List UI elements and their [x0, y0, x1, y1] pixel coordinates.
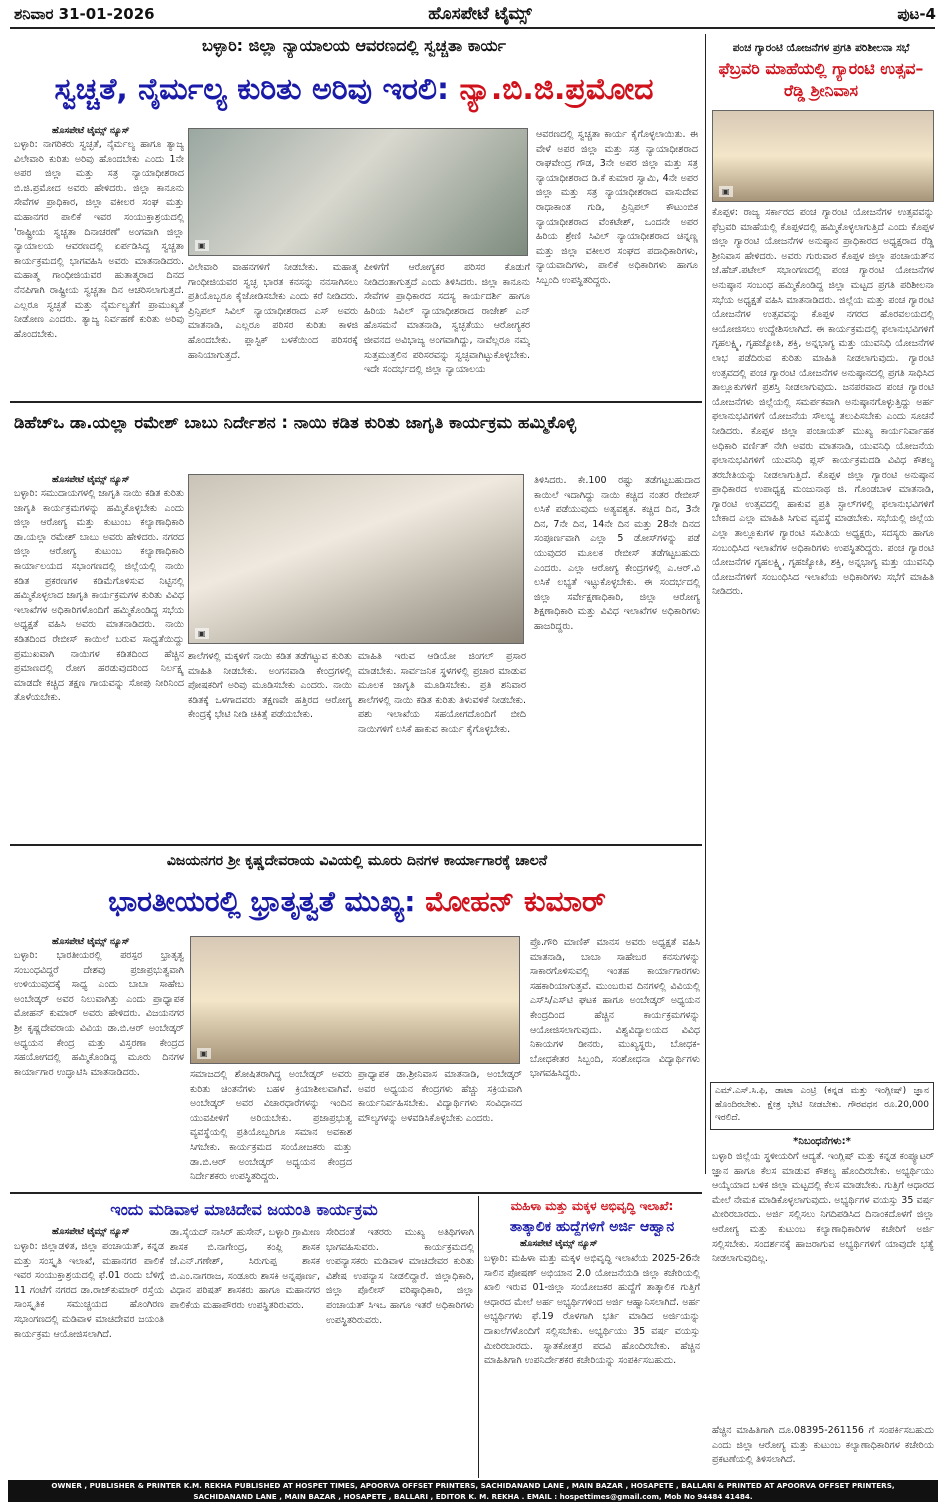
story5-headline: ತಾತ್ಕಾಲಿಕ ಹುದ್ದೆಗಳಿಗೆ ಅರ್ಜಿ ಆಹ್ವಾನ — [509, 1219, 675, 1235]
masthead-page-number: ಪುಟ-4 — [897, 5, 936, 23]
story3-headline — [14, 874, 700, 930]
story3-column-4: ಪ್ರೊ.ಗೌರಿ ಮಾಣಿಕ್ ಮಾನಸ ಅವರು ಅಧ್ಯಕ್ಷತೆ ವಹಿಸಿ ಮಾತನಾಡಿ, ಬಾಬಾ ಸಾಹೇಬರ ಕನಸುಗಳನ್ನು ಸಾಕಾರಗೊಳಿಸುವಲ್ಲಿ ಇಂತಹ ಕಾರ್ಯಾಗಾರಗಳು ಸಹಕಾರಿಯಾಗುತ್ತವೆ. ಮುಂಬರುವ ದಿನಗಳಲ್ಲಿ ವಿವಿಯಲ್ಲಿ ಎಸ್‌ಸಿ/ಎಸ್‌ಟಿ ಘಟಕ ಹಾಗೂ ಅಂಬೇಡ್ಕರ್ ಅಧ್ಯಯನ ಕೇಂದ್ರದಿಂದ ಹೆಚ್ಚಿನ ಕಾರ್ಯಕ್ರಮಗಳನ್ನು ಆಯೋಜಿಸಲಾಗುವುದು. ವಿಶ್ವವಿದ್ಯಾಲಯದ ವಿವಿಧ ನಿಕಾಯಗಳ ಡೀನರು, ಮುಖ್ಯಸ್ಥರು, ಬೋಧಕ-ಬೋಧಕೇತರ ಸಿಬ್ಬಂದಿ, ಸಂಶೋಧನಾ ವಿದ್ಯಾರ್ಥಿಗಳು ಭಾಗವಹಿಸಿದ್ದರು. — [530, 937, 700, 1080]
masthead-rule — [10, 27, 935, 29]
footer-band — [8, 1480, 938, 1502]
photo-placeholder-icon: ▣ — [197, 1048, 211, 1059]
story4-column-2: ಡಾ.ಸೈಯದ್ ನಾಸಿರ್ ಹುಸೇನ್, ಬಳ್ಳಾರಿ ಗ್ರಾಮೀಣ ಶಾಸಕ ಬಿ.ನಾಗೇಂದ್ರ, ಕಂಪ್ಲಿ ಶಾಸಕ ಜೆ.ಎನ್.ಗಣೇಶ್, ಸಿರುಗುಪ್ಪ ಶಾಸಕ ಬಿ.ಎಂ.ನಾಗರಾಜ, ಸಂಡೂರು ಶಾಸಕಿ ಅನ್ನಪೂರ್ಣ, ವಿಧಾನ ಪರಿಷತ್ ಶಾಸಕರು ಹಾಗೂ ಮಹಾನಗರ ಪಾಲಿಕೆಯ ಮಹಾಪೌರರು ಉಪಸ್ಥಿತರಿರುವರು. — [170, 1227, 320, 1311]
story3-kicker: ವಿಜಯನಗರ ಶ್ರೀ ಕೃಷ್ಣದೇವರಾಯ ವಿವಿಯಲ್ಲಿ ಮೂರು ದಿನಗಳ ಕಾರ್ಯಾಗಾರಕ್ಕೆ ಚಾಲನೆ — [166, 853, 548, 869]
right-top-headline: ಫೆಬ್ರವರಿ ಮಾಹೆಯಲ್ಲಿ ಗ್ಯಾರಂಟಿ ಉತ್ಸವ– ರೆಡ್ಡಿ ಶ್ರೀನಿವಾಸ — [718, 59, 924, 100]
footer-line-1: OWNER , PUBLISHER & PRINTER K.M. REKHA PUBLISHED AT HOSPET TIMES, APOORVA OFFSET PRINTERS, SACHIDANAND LANE , MAIN BAZAR , HOSAPETE , BALLARI & PRINTED AT APOORVA OFFSET PRINTERS, — [51, 1481, 895, 1490]
story2-headline: ಡಿಹೆಚ್ಒ ಡಾ.ಯಲ್ಲಾ ರಮೇಶ್ ಬಾಬು ನಿರ್ದೇಶನ : ನಾಯಿ ಕಡಿತ ಕುರಿತು ಜಾಗೃತಿ ಕಾರ್ಯಕ್ರಮ ಹಮ್ಮಿಕೊಳ್ಳಿ — [14, 413, 577, 432]
story3-column-3: ಪ್ರಾಧ್ಯಾಪಕ ಡಾ.ಶ್ರೀನಿವಾಸ ಮಾತನಾಡಿ, ಅಂಬೇಡ್ಕರ್ ಅವರ ಅಧ್ಯಯನ ಕೇಂದ್ರಗಳು ಹೆಚ್ಚು ಸಕ್ರಿಯವಾಗಿ ಕಾರ್ಯನಿರ್ವಹಿಸಬೇಕು. ವಿದ್ಯಾರ್ಥಿಗಳು ಸಂವಿಧಾನದ ಮೌಲ್ಯಗಳನ್ನು ಅಳವಡಿಸಿಕೊಳ್ಳಬೇಕು ಎಂದರು. — [358, 1069, 522, 1124]
right-top-kicker: ಪಂಚ ಗ್ಯಾರಂಟಿ ಯೋಜನೆಗಳ ಪ್ರಗತಿ ಪರಿಶೀಲನಾ ಸಭೆ — [732, 42, 910, 54]
story2-photo — [188, 474, 524, 644]
right-bottom-intro: ಎಮ್.ಎಸ್.ಸಿ.ಫಿ, ಡಾಟಾ ಎಂಟ್ರಿ (ಕನ್ನಡ ಮತ್ತು ಇಂಗ್ಲೀಷ್) ಜ್ಞಾನ ಹೊಂದಿರಬೇಕು. ಕ್ಷೇತ್ರ ಭೇಟಿ ನೀಡಬೇಕು. ಗೌರವಧನ ರೂ.20,000 ಇರಲಿದೆ. — [715, 1086, 929, 1123]
story3-bottom-rule — [10, 1192, 702, 1194]
right-bottom-body: ಬಳ್ಳಾರಿ ಜಿಲ್ಲೆಯ ಸ್ಥಳೀಯರಿಗೆ ಆದ್ಯತೆ. ಇಂಗ್ಲಿಷ್ ಮತ್ತು ಕನ್ನಡ ಕಂಪ್ಯೂಟರ್ ಜ್ಞಾನ ಹಾಗೂ ಕೆಲಸ ಮಾಡುವ ಕೌಶಲ್ಯ ಹೊಂದಿರಬೇಕು. ಅಭ್ಯರ್ಥಿಯು ಆಯ್ಕೆಯಾದ ಬಳಿಕ ಜಿಲ್ಲಾ ಮಟ್ಟದಲ್ಲಿ ಕೆಲಸ ಮಾಡಬೇಕು. ಗುತ್ತಿಗೆ ಆಧಾರದ ಮೇಲೆ ನೇಮಕ ಮಾಡಿಕೊಳ್ಳಲಾಗುವುದು. ಅಭ್ಯರ್ಥಿಗಳ ವಯಸ್ಸು 35 ವರ್ಷ ಮೀರಿರಬಾರದು. ಅರ್ಜಿ ಸಲ್ಲಿಸಲು ನಿಗದಿಪಡಿಸಿದ ದಿನಾಂಕದೊಳಗೆ ಜಿಲ್ಲಾ ಆರೋಗ್ಯ ಮತ್ತು ಕುಟುಂಬ ಕಲ್ಯಾಣಾಧಿಕಾರಿಗಳ ಕಚೇರಿಗೆ ಅರ್ಜಿ ಸಲ್ಲಿಸಬೇಕು. ಸಂದರ್ಶನಕ್ಕೆ ಹಾಜರಾಗುವ ಅಭ್ಯರ್ಥಿಗಳಿಗೆ ಯಾವುದೇ ಭತ್ಯೆ ನೀಡಲಾಗುವುದಿಲ್ಲ. — [712, 1151, 934, 1265]
story1-headline — [14, 60, 694, 120]
story4-headline: ಇಂದು ಮಡಿವಾಳ ಮಾಚಿದೇವ ಜಯಂತಿ ಕಾರ್ಯಕ್ರಮ — [110, 1200, 378, 1219]
story2-column-3: ಮಾಹಿತಿ ಇರುವ ಆಡಿಯೋ ಜಿಂಗಲ್ ಪ್ರಸಾರ ಮಾಡಬೇಕು. ಸಾರ್ವಜನಿಕ ಸ್ಥಳಗಳಲ್ಲಿ ಪ್ರಚಾರ ಮಾಡುವ ಮೂಲಕ ಜಾಗೃತಿ ಮೂಡಿಸಬೇಕು. ಪ್ರತಿ ಶನಿವಾರ ಶಾಲೆಗಳಲ್ಲಿ ನಾಯಿ ಕಡಿತ ಕುರಿತು ತಿಳುವಳಿಕೆ ನೀಡಬೇಕು. ಪಶು ಇಲಾಖೆಯ ಸಹಯೋಗದೊಂದಿಗೆ ಬೀದಿ ನಾಯಿಗಳಿಗೆ ಲಸಿಕೆ ಹಾಕುವ ಕಾರ್ಯ ಕೈಗೊಳ್ಳಬೇಕು. — [358, 651, 526, 735]
story1-column-3: ಪೀಳಿಗೆಗೆ ಆರೋಗ್ಯಕರ ಪರಿಸರ ಕೊಡುಗೆ ನೀಡಿದಂತಾಗುತ್ತದೆ ಎಂದು ತಿಳಿಸಿದರು. ಜಿಲ್ಲಾ ಕಾನೂನು ಸೇವೆಗಳ ಪ್ರಾಧಿಕಾರದ ಸದಸ್ಯ ಕಾರ್ಯದರ್ಶಿ ಹಾಗೂ ಹಿರಿಯ ಸಿವಿಲ್ ನ್ಯಾಯಾಧೀಶರಾದ ರಾಜೇಶ್ ಎನ್ ಹೊಸಮನೆ ಮಾತನಾಡಿ, ಸ್ವಚ್ಛತೆಯು ಆರೋಗ್ಯಕರ ಜೀವನದ ಅವಿಭಾಜ್ಯ ಅಂಗವಾಗಿದ್ದು, ನಾವೆಲ್ಲರೂ ನಮ್ಮ ಸುತ್ತಮುತ್ತಲಿನ ಪರಿಸರವನ್ನು ಸ್ವಚ್ಛವಾಗಿಟ್ಟುಕೊಳ್ಳಬೇಕು. ಇದೇ ಸಂದರ್ಭದಲ್ಲಿ ಜಿಲ್ಲಾ ನ್ಯಾಯಾಲಯ — [364, 262, 530, 376]
story5-byline: ಹೊಸಪೇಟೆ ಟೈಮ್ಸ್ ನ್ಯೂಸ್ — [520, 1239, 598, 1249]
story3-column-2: ಸಮಾಜದಲ್ಲಿ ಶೋಷಿತರಾಗಿದ್ದ ಅಂಬೇಡ್ಕರ್ ಅವರು ಕುರಿತು ಚಿಂತನೆಗಳು ಬಹಳ ಕ್ರಿಯಾಶೀಲವಾಗಿವೆ. ಅಂಬೇಡ್ಕರ್ ಅವರ ವಿಚಾರಧಾರೆಗಳನ್ನು ಇಂದಿನ ಯುವಪೀಳಿಗೆ ಅರಿಯಬೇಕು. ಪ್ರಜಾಪ್ರಭುತ್ವ ವ್ಯವಸ್ಥೆಯಲ್ಲಿ ಪ್ರತಿಯೊಬ್ಬರಿಗೂ ಸಮಾನ ಅವಕಾಶ ಸಿಗಬೇಕು. ಕಾರ್ಯಕ್ರಮದ ಸಂಯೋಜಕರು ಮತ್ತು ಡಾ.ಬಿ.ಆರ್ ಅಂಬೇಡ್ಕರ್ ಅಧ್ಯಯನ ಕೇಂದ್ರದ ನಿರ್ದೇಶಕರು ಉಪಸ್ಥಿತರಿದ್ದರು. — [190, 1069, 352, 1183]
masthead-paper-name: ಹೊಸಪೇಟೆ ಟೈಮ್ಸ್ — [428, 4, 532, 24]
story1-column-2: ವಿಲೇವಾರಿ ವಾಹನಗಳಿಗೆ ನೀಡಬೇಕು. ಮಹಾತ್ಮ ಗಾಂಧೀಜಿಯವರ ಸ್ವಚ್ಛ ಭಾರತ ಕನಸನ್ನು ನನಸಾಗಿಸಲು ಪ್ರತಿಯೊಬ್ಬರೂ ಕೈಜೋಡಿಸಬೇಕು ಎಂದು ಕರೆ ನೀಡಿದರು. ಪ್ರಿನ್ಸಿಪಲ್ ಸಿವಿಲ್ ನ್ಯಾಯಾಧೀಶರಾದ ಎಸ್ ಅವರು ಮಾತನಾಡಿ, ಎಲ್ಲರೂ ಪರಿಸರ ಕುರಿತು ಕಾಳಜಿ ಹೊಂದಬೇಕು. ಪ್ಲಾಸ್ಟಿಕ್ ಬಳಕೆಯಿಂದ ಪರಿಸರಕ್ಕೆ ಹಾನಿಯಾಗುತ್ತದೆ. — [188, 262, 358, 361]
story1-headline-part-b: ನ್ಯಾ.ಬಿ.ಜಿ.ಪ್ರಮೋದ — [459, 72, 654, 107]
story2-bottom-rule — [10, 844, 702, 846]
right-column-divider — [705, 34, 706, 1174]
story1-column-1: ಬಳ್ಳಾರಿ: ನಾಗರಿಕರು ಸ್ವಚ್ಛತೆ, ನೈರ್ಮಲ್ಯ ಹಾಗೂ ತ್ಯಾಜ್ಯ ವಿಲೇವಾರಿ ಕುರಿತು ಅರಿವು ಹೊಂದಬೇಕು ಎಂದು 1ನೇ ಅಪರ ಜಿಲ್ಲಾ ಮತ್ತು ಸತ್ರ ನ್ಯಾಯಾಧೀಶರಾದ ಬಿ.ಜಿ.ಪ್ರಮೋದ ಅವರು ಹೇಳಿದರು. ಜಿಲ್ಲಾ ಕಾನೂನು ಸೇವೆಗಳ ಪ್ರಾಧಿಕಾರ, ಜಿಲ್ಲಾ ವಕೀಲರ ಸಂಘ ಮತ್ತು ಮಹಾನಗರ ಪಾಲಿಕೆ ಇವರ ಸಂಯುಕ್ತಾಶ್ರಯದಲ್ಲಿ 'ರಾಷ್ಟ್ರೀಯ ಸ್ವಚ್ಚತಾ ದಿನಾಚರಣೆ' ಅಂಗವಾಗಿ ಜಿಲ್ಲಾ ನ್ಯಾಯಾಲಯ ಆವರಣದಲ್ಲಿ ಏರ್ಪಡಿಸಿದ್ದ ಸ್ವಚ್ಚತಾ ಕಾರ್ಯಕ್ರಮದಲ್ಲಿ ಭಾಗವಹಿಸಿ ಅವರು ಮಾತನಾಡಿದರು. ಮಹಾತ್ಮ ಗಾಂಧೀಜಿಯವರ ಹುತಾತ್ಮರಾದ ದಿನದ ನೆನಪಿಗಾಗಿ ರಾಷ್ಟ್ರೀಯ ಸ್ವಚ್ಚತಾ ದಿನ ಆಚರಿಸಲಾಗುತ್ತದೆ. ಎಲ್ಲರೂ ಸ್ವಚ್ಛತೆ ಮತ್ತು ನೈರ್ಮಲ್ಯತೆಗೆ ಪ್ರಾಮುಖ್ಯತೆ ನೀಡೋಣ ಎಂದರು. ತ್ಯಾಜ್ಯ ನಿರ್ವಹಣೆ ಕುರಿತು ಅರಿವು ಹೊಂದಬೇಕು. — [14, 139, 184, 340]
story3-column-1: ಬಳ್ಳಾರಿ: ಭಾರತೀಯರಲ್ಲಿ ಪರಸ್ಪರ ಭ್ರಾತೃತ್ವ ಸಂಬಂಧವಿದ್ದರೆ ದೇಶವು ಪ್ರಜಾಪ್ರಭುತ್ವವಾಗಿ ಉಳಿಯುವುದಕ್ಕೆ ಸಾಧ್ಯ ಎಂದು ಬಾಬಾ ಸಾಹೇಬ ಅಂಬೇಡ್ಕರ್ ಅವರ ನಿಲುವಾಗಿತ್ತು ಎಂದು ಪ್ರಾಧ್ಯಾಪಕ ಮೋಹನ್ ಕುಮಾರ್ ಅವರು ಹೇಳಿದರು. ವಿಜಯನಗರ ಶ್ರೀ ಕೃಷ್ಣದೇವರಾಯ ವಿವಿಯ ಡಾ.ಬಿ.ಆರ್ ಅಂಬೇಡ್ಕರ್ ಅಧ್ಯಯನ ಕೇಂದ್ರ ಮತ್ತು ವಿಸ್ತರಣಾ ಕೇಂದ್ರದ ಸಹಯೋಗದಲ್ಲಿ ಹಮ್ಮಿಕೊಂಡಿದ್ದ ಮೂರು ದಿನಗಳ ಕಾರ್ಯಾಗಾರ ಉದ್ಘಾಟಿಸಿ ಮಾತನಾಡಿದರು. — [14, 950, 184, 1078]
photo-placeholder-icon: ▣ — [719, 186, 733, 197]
story1-column-4: ಆವರಣದಲ್ಲಿ ಸ್ವಚ್ಚತಾ ಕಾರ್ಯ ಕೈಗೊಳ್ಳಲಾಯಿತು. ಈ ವೇಳೆ ಅಪರ ಜಿಲ್ಲಾ ಮತ್ತು ಸತ್ರ ನ್ಯಾಯಾಧೀಶರಾದ ರಾಘವೇಂದ್ರ ಗೌಡ, 3ನೇ ಅಪರ ಜಿಲ್ಲಾ ಮತ್ತು ಸತ್ರ ನ್ಯಾಯಾಧೀಶರಾದ ಡಿ.ಕೆ ಕುಮಾರ ಸ್ವಾಮಿ, 4ನೇ ಅಪರ ಜಿಲ್ಲಾ ಮತ್ತು ಸತ್ರ ನ್ಯಾಯಾಧೀಶರಾದ ವಾಸುದೇವ ರಾಧಾಕಾಂತ ಗುಡಿ, ಪ್ರಿನ್ಸಿಪಲ್ ಕೌಟುಂಬಿಕ ನ್ಯಾಯಾಧೀಶರಾದ ವೆಂಕಟೇಶ್, ಒಂದನೇ ಅಪರ ಹಿರಿಯ ಶ್ರೇಣಿ ಸಿವಿಲ್ ನ್ಯಾಯಾಧೀಶರಾದ ಚಿನ್ನಣ್ಣ ಮತ್ತು ಜಿಲ್ಲಾ ವಕೀಲರ ಸಂಘದ ಪದಾಧಿಕಾರಿಗಳು, ನ್ಯಾಯವಾದಿಗಳು, ಪಾಲಿಕೆ ಅಧಿಕಾರಿಗಳು ಹಾಗೂ ಸಿಬ್ಬಂದಿ ಉಪಸ್ಥಿತರಿದ್ದರು. — [536, 129, 698, 286]
story1-kicker: ಬಳ್ಳಾರಿ: ಜಿಲ್ಲಾ ನ್ಯಾಯಾಲಯ ಆವರಣದಲ್ಲಿ ಸ್ವಚ್ಚತಾ ಕಾರ್ಯ — [202, 36, 506, 55]
story3-byline: ಹೊಸಪೇಟೆ ಟೈಮ್ಸ್ ನ್ಯೂಸ್ — [52, 937, 130, 947]
right-bottom-section-title: *ನಿಬಂಧನೆಗಳು:* — [793, 1136, 851, 1147]
story1-photo — [188, 128, 528, 256]
story4-column-1: ಬಳ್ಳಾರಿ: ಜಿಲ್ಲಾಡಳಿತ, ಜಿಲ್ಲಾ ಪಂಚಾಯತ್, ಕನ್ನಡ ಮತ್ತು ಸಂಸ್ಕೃತಿ ಇಲಾಖೆ, ಮಹಾನಗರ ಪಾಲಿಕೆ ಇವರ ಸಂಯುಕ್ತಾಶ್ರಯದಲ್ಲಿ ಫೆ.01 ರಂದು ಬೆಳಿಗ್ಗೆ 11 ಗಂಟೆಗೆ ನಗರದ ಡಾ.ರಾಜ್‌ಕುಮಾರ್ ರಸ್ತೆಯ ಸಾಂಸ್ಕೃತಿಕ ಸಮುಚ್ಚಯದ ಹೊಂಗಿರಣ ಸಭಾಂಗಣದಲ್ಲಿ ಮಡಿವಾಳ ಮಾಚಿದೇವರ ಜಯಂತಿ ಕಾರ್ಯಕ್ರಮ ಆಯೋಜಿಸಲಾಗಿದೆ. — [14, 1241, 164, 1340]
story2-column-1: ಬಳ್ಳಾರಿ: ಸಮುದಾಯಗಳಲ್ಲಿ ಜಾಗೃತಿ ನಾಯಿ ಕಡಿತ ಕುರಿತು ಜಾಗೃತಿ ಕಾರ್ಯಕ್ರಮಗಳನ್ನು ಹಮ್ಮಿಕೊಳ್ಳಬೇಕು ಎಂದು ಜಿಲ್ಲಾ ಆರೋಗ್ಯ ಮತ್ತು ಕುಟುಂಬ ಕಲ್ಯಾಣಾಧಿಕಾರಿ ಡಾ.ಯಲ್ಲಾ ರಮೇಶ್ ಬಾಬು ಅವರು ಹೇಳಿದರು. ನಗರದ ಜಿಲ್ಲಾ ಆರೋಗ್ಯ ಕುಟುಂಬ ಕಲ್ಯಾಣಾಧಿಕಾರಿ ಕಾರ್ಯಾಲಯದ ಸಭಾಂಗಣದಲ್ಲಿ ಜಿಲ್ಲೆಯಲ್ಲಿ ನಾಯಿ ಕಡಿತ ಪ್ರಕರಣಗಳ ಕಡಿಮೆಗೊಳಿಸುವ ನಿಟ್ಟಿನಲ್ಲಿ ಹಮ್ಮಿಕೊಳ್ಳಲಾದ ಜಾಗೃತಿ ಕಾರ್ಯಕ್ರಮಗಳ ಕುರಿತು ವಿವಿಧ ಇಲಾಖೆಗಳ ಅಧಿಕಾರಿಗಳೊಂದಿಗೆ ಹಮ್ಮಿಕೊಂಡಿದ್ದ ಸಭೆಯ ಅಧ್ಯಕ್ಷತೆ ವಹಿಸಿ ಅವರು ಮಾತನಾಡಿದರು. ನಾಯಿ ಕಡಿತದಿಂದ ರೇಬೀಸ್ ಕಾಯಿಲೆ ಬರುವ ಸಾಧ್ಯತೆಯಿದ್ದು ಪ್ರಮುಖವಾಗಿ ನಾಯಿಗಳ ಕಡಿತದಿಂದ ಹೆಚ್ಚಿನ ಪ್ರಮಾಣದಲ್ಲಿ ರೋಗ ಹರಡುವುದರಿಂದ ನಿರ್ಲಕ್ಷ್ಯ ಮಾಡದೇ ಕಚ್ಚಿದ ತಕ್ಷಣ ಗಾಯವನ್ನು ಸೋಪು ನೀರಿನಿಂದ ತೊಳೆಯಬೇಕು. — [14, 488, 184, 704]
footer-line-2: SACHIDANAND LANE , MAIN BAZAR , HOSAPETE , BALLARI , EDITOR K. M. REKHA . EMAIL : hospettimes@gmail.com, Mob No 94484 41484. — [193, 1492, 753, 1501]
story1-byline: ಹೊಸಪೇಟೆ ಟೈಮ್ಸ್ ನ್ಯೂಸ್ — [52, 126, 130, 136]
story3-headline-part-a: ಭಾರತೀಯರಲ್ಲಿ ಭ್ರಾತೃತ್ವತೆ ಮುಖ್ಯ: — [108, 885, 416, 918]
story1-headline-part-a: ಸ್ವಚ್ಚತೆ, ನೈರ್ಮಲ್ಯ ಕುರಿತು ಅರಿವು ಇರಲಿ: — [54, 72, 449, 107]
story4-column-3: ಸೇರಿದಂತೆ ಇತರರು ಮುಖ್ಯ ಅತಿಥಿಗಳಾಗಿ ಭಾಗವಹಿಸುವರು. ಕಾರ್ಯಕ್ರಮದಲ್ಲಿ ಉಪನ್ಯಾಸಕರು ಮಡಿವಾಳ ಮಾಚಿದೇವರ ಕುರಿತು ವಿಶೇಷ ಉಪನ್ಯಾಸ ನೀಡಲಿದ್ದಾರೆ. ಜಿಲ್ಲಾಧಿಕಾರಿ, ಜಿಲ್ಲಾ ಪೊಲೀಸ್ ವರಿಷ್ಠಾಧಿಕಾರಿ, ಜಿಲ್ಲಾ ಪಂಚಾಯತ್ ಸಿಇಒ ಹಾಗೂ ಇತರೆ ಅಧಿಕಾರಿಗಳು ಉಪಸ್ಥಿತರಿರುವರು. — [326, 1227, 474, 1326]
story2-column-4: ತಿಳಿಸಿದರು. ಕೇ.100 ರಷ್ಟು ತಡೆಗಟ್ಟಬಹುದಾದ ಕಾಯಿಲೆ ಇದಾಗಿದ್ದು ನಾಯಿ ಕಚ್ಚಿದ ನಂತರ ರೇಬೀಸ್ ಲಸಿಕೆ ಪಡೆಯುವುದು ಅತ್ಯವಶ್ಯಕ. ಕಚ್ಚಿದ ದಿನ, 3ನೇ ದಿನ, 7ನೇ ದಿನ, 14ನೇ ದಿನ ಮತ್ತು 28ನೇ ದಿನದ ಸಂಪೂರ್ಣವಾಗಿ ಎಲ್ಲಾ 5 ಡೋಸ್‌ಗಳನ್ನು ಪಡೆ ಯುವುದರ ಮೂಲಕ ರೇಬೀಸ್ ತಡೆಗಟ್ಟಬಹುದು ಎಂದರು. ಎಲ್ಲಾ ಆರೋಗ್ಯ ಕೇಂದ್ರಗಳಲ್ಲಿ ಎ.ಆರ್.ವಿ ಲಸಿಕೆ ಲಭ್ಯತೆ ಇಟ್ಟುಕೊಳ್ಳಬೇಕು. ಈ ಸಂದರ್ಭದಲ್ಲಿ ಜಿಲ್ಲಾ ಸರ್ವೇಕ್ಷಣಾಧಿಕಾರಿ, ಜಿಲ್ಲಾ ಆರೋಗ್ಯ ಶಿಕ್ಷಣಾಧಿಕಾರಿ ಮತ್ತು ವಿವಿಧ ಇಲಾಖೆಗಳ ಅಧಿಕಾರಿಗಳು ಹಾಜರಿದ್ದರು. — [534, 475, 700, 632]
right-bottom-box — [710, 1082, 934, 1130]
story4-byline: ಹೊಸಪೇಟೆ ಟೈಮ್ಸ್ ನ್ಯೂಸ್ — [52, 1227, 130, 1237]
right-top-body: ಕೊಪ್ಪಳ: ರಾಜ್ಯ ಸರ್ಕಾರದ ಪಂಚ ಗ್ಯಾರಂಟಿ ಯೋಜನೆಗಳ ಉತ್ಸವವನ್ನು ಫೆಬ್ರವರಿ ಮಾಹೆಯಲ್ಲಿ ಕೊಪ್ಪಳದಲ್ಲಿ ಹಮ್ಮಿಕೊಳ್ಳಲಾಗುತ್ತಿದೆ ಎಂದು ಕೊಪ್ಪಳ ಜಿಲ್ಲಾ ಗ್ಯಾರಂಟಿ ಯೋಜನೆಗಳ ಅನುಷ್ಠಾನ ಪ್ರಾಧಿಕಾರದ ಅಧ್ಯಕ್ಷರಾದ ರೆಡ್ಡಿ ಶ್ರೀನಿವಾಸ ಹೇಳಿದರು. ಅವರು ಗುರುವಾರ ಕೊಪ್ಪಳ ಜಿಲ್ಲಾ ಪಂಚಾಯತ್‌ನ ಜೆ.ಹೆಚ್.ಪಟೇಲ್ ಸಭಾಂಗಣದಲ್ಲಿ ಪಂಚ ಗ್ಯಾರಂಟಿ ಯೋಜನೆಗಳ ಅನುಷ್ಠಾನ ಸಂಬಂಧ ಹಮ್ಮಿಕೊಂಡಿದ್ದ ಜಿಲ್ಲಾ ಮಟ್ಟದ ಪ್ರಗತಿ ಪರಿಶೀಲನಾ ಸಭೆಯ ಅಧ್ಯಕ್ಷತೆ ವಹಿಸಿ ಮಾತನಾಡಿದರು. ಜಿಲ್ಲೆಯ ಮತ್ತು ಪಂಚ ಗ್ಯಾರಂಟಿ ಯೋಜನೆಗಳ ಉತ್ಸವವನ್ನು ಕೊಪ್ಪಳ ನಗರದ ಹೊರವಲಯದಲ್ಲಿ ಆಯೋಜಿಸಲು ಉದ್ದೇಶಿಸಲಾಗಿದೆ. ಈ ಕಾರ್ಯಕ್ರಮದಲ್ಲಿ ಫಲಾನುಭವಿಗಳಿಗೆ ಗೃಹಲಕ್ಷ್ಮಿ, ಗೃಹಜ್ಯೋತಿ, ಶಕ್ತಿ, ಅನ್ನಭಾಗ್ಯ ಮತ್ತು ಯುವನಿಧಿ ಯೋಜನೆಗಳ ಲಾಭ ಪಡೆದಿರುವ ಕುರಿತು ಮಾಹಿತಿ ನೀಡಲಾಗುವುದು. ಗ್ಯಾರಂಟಿ ಉತ್ಸವದಲ್ಲಿ ಪಂಚ ಗ್ಯಾರಂಟಿ ಯೋಜನೆಗಳ ಅನುಷ್ಠಾನದಲ್ಲಿ ಪ್ರಗತಿ ಸಾಧಿಸಿದ ತಾಲ್ಲೂಕುಗಳಿಗೆ ಪ್ರಶಸ್ತಿ ನೀಡಲಾಗುವುದು. ಜನಪರವಾದ ಪಂಚ ಗ್ಯಾರಂಟಿ ಯೋಜನೆಗಳು ಜಿಲ್ಲೆಯಲ್ಲಿ ಸಮರ್ಪಕವಾಗಿ ಅನುಷ್ಠಾನಗೊಳ್ಳುತ್ತಿದ್ದು ಅರ್ಹ ಫಲಾನುಭವಿಗಳಿಗೆ ಯೋಜನೆಯ ಸೌಲಭ್ಯ ತಲುಪಿಸಬೇಕು ಎಂದು ಸೂಚನೆ ನೀಡಿದರು. ಕೊಪ್ಪಳ ಜಿಲ್ಲಾ ಪಂಚಾಯತ್ ಮುಖ್ಯ ಕಾರ್ಯನಿರ್ವಾಹಕ ಅಧಿಕಾರಿ ವರ್ಣಿತ್ ನೇಗಿ ಅವರು ಮಾತನಾಡಿ, ಯುವನಿಧಿ ಯೋಜನೆಯ ಫಲಾನುಭವಿಗಳಿಗೆ ಯುವನಿಧಿ ಪ್ಲಸ್ ಕಾರ್ಯಕ್ರಮದಡಿ ವಿವಿಧ ಕೌಶಲ್ಯ ತರಬೇತಿಯನ್ನು ನೀಡಲಾಗುತ್ತಿದೆ. ಕೊಪ್ಪಳ ಜಿಲ್ಲಾ ಗ್ಯಾರಂಟಿ ಅನುಷ್ಠಾನ ಪ್ರಾಧಿಕಾರದ ಉಪಾಧ್ಯಕ್ಷ ಮಂಜುನಾಥ ಜಿ. ಗೊಂಡಬಾಳ ಮಾತನಾಡಿ, ಗ್ಯಾರಂಟಿ ಉತ್ಸವದಲ್ಲಿ ಹಾಕುವ ಪ್ರತಿ ಸ್ಟಾಲ್‌ಗಳಲ್ಲಿ ಫಲಾನುಭವಿಗಳಿಗೆ ಬೇಕಾದ ಎಲ್ಲಾ ಮಾಹಿತಿ ಸಿಗುವ ವ್ಯವಸ್ಥೆ ಮಾಡಬೇಕು. ಸಭೆಯಲ್ಲಿ ಜಿಲ್ಲೆಯ ಎಲ್ಲಾ ತಾಲ್ಲೂಕುಗಳ ಗ್ಯಾರಂಟಿ ಸಮಿತಿಯ ಅಧ್ಯಕ್ಷರು, ಸದಸ್ಯರು ಹಾಗೂ ಸಂಬಂಧಿಸಿದ ಇಲಾಖೆಗಳ ಅಧಿಕಾರಿಗಳು ಉಪಸ್ಥಿತರಿದ್ದರು. ಪಂಚ ಗ್ಯಾರಂಟಿ ಯೋಜನೆಗಳ ಗೃಹಲಕ್ಷ್ಮಿ, ಗೃಹಜ್ಯೋತಿ, ಶಕ್ತಿ, ಅನ್ನಭಾಗ್ಯ ಮತ್ತು ಯುವನಿಧಿ ಯೋಜನೆಗಳಿಗೆ ಸಂಬಂಧಿಸಿದ ಇಲಾಖೆಯ ಅಧಿಕಾರಿಗಳು ಸಭೆಗೆ ಮಾಹಿತಿ ನೀಡಿದರು. — [712, 207, 934, 598]
masthead-date: ಶನಿವಾರ 31-01-2026 — [14, 5, 155, 23]
right-bottom-contact: ಹೆಚ್ಚಿನ ಮಾಹಿತಿಗಾಗಿ ದೂ.08395-261156 ಗೆ ಸಂಪರ್ಕಿಸಬಹುದು ಎಂದು ಜಿಲ್ಲಾ ಆರೋಗ್ಯ ಮತ್ತು ಕುಟುಂಬ ಕಲ್ಯಾಣಾಧಿಕಾರಿಗಳ ಕಚೇರಿಯ ಪ್ರಕಟಣೆಯಲ್ಲಿ ತಿಳಿಸಲಾಗಿದೆ. — [712, 1425, 934, 1466]
story5-kicker: ಮಹಿಳಾ ಮತ್ತು ಮಕ್ಕಳ ಅಭಿವೃದ್ಧಿ ಇಲಾಖೆ: — [510, 1199, 674, 1213]
story3-headline-part-b: ಮೋಹನ್ ಕುಮಾರ್ — [425, 885, 606, 918]
story5-left-divider — [478, 1196, 479, 1478]
story2-column-2: ಶಾಲೆಗಳಲ್ಲಿ ಮಕ್ಕಳಿಗೆ ನಾಯಿ ಕಡಿತ ತಡೆಗಟ್ಟುವ ಕುರಿತು ಮಾಹಿತಿ ನೀಡಬೇಕು. ಅಂಗನವಾಡಿ ಕೇಂದ್ರಗಳಲ್ಲಿ ಪೋಷಕರಿಗೆ ಅರಿವು ಮೂಡಿಸಬೇಕು ಎಂದರು. ನಾಯಿ ಕಡಿತಕ್ಕೆ ಒಳಗಾದವರು ತಕ್ಷಣವೇ ಹತ್ತಿರದ ಆರೋಗ್ಯ ಕೇಂದ್ರಕ್ಕೆ ಭೇಟಿ ನೀಡಿ ಚಿಕಿತ್ಸೆ ಪಡೆಯಬೇಕು. — [188, 651, 352, 721]
story3-photo — [190, 936, 520, 1064]
story5-body: ಬಳ್ಳಾರಿ: ಮಹಿಳಾ ಮತ್ತು ಮಕ್ಕಳ ಅಭಿವೃದ್ಧಿ ಇಲಾಖೆಯ 2025-26ನೇ ಸಾಲಿನ ಪೋಷಣ್ ಅಭಿಯಾನ 2.0 ಯೋಜನೆಯಡಿ ಜಿಲ್ಲಾ ಕಚೇರಿಯಲ್ಲಿ ಖಾಲಿ ಇರುವ 01-ಜಿಲ್ಲಾ ಸಂಯೋಜಕರ ಹುದ್ದೆಗೆ ತಾತ್ಕಾಲಿಕ ಗುತ್ತಿಗೆ ಆಧಾರದ ಮೇಲೆ ಅರ್ಹ ಅಭ್ಯರ್ಥಿಗಳಿಂದ ಅರ್ಜಿ ಆಹ್ವಾನಿಸಲಾಗಿದೆ. ಅರ್ಹ ಅಭ್ಯರ್ಥಿಗಳು ಫೆ.19 ರೊಳಗಾಗಿ ಭರ್ತಿ ಮಾಡಿದ ಅರ್ಜಿಯನ್ನು ದಾಖಲೆಗಳೊಂದಿಗೆ ಸಲ್ಲಿಸಬೇಕು. ಅಭ್ಯರ್ಥಿಯು 35 ವರ್ಷ ವಯಸ್ಸು ಮೀರಿರಬಾರದು. ಸ್ನಾತಕೋತ್ತರ ಪದವಿ ಹೊಂದಿರಬೇಕು. ಹೆಚ್ಚಿನ ಮಾಹಿತಿಗಾಗಿ ಉಪನಿರ್ದೇಶಕರ ಕಚೇರಿಯನ್ನು ಸಂಪರ್ಕಿಸಬಹುದು. — [484, 1253, 700, 1367]
story1-bottom-rule — [10, 401, 702, 403]
story2-byline: ಹೊಸಪೇಟೆ ಟೈಮ್ಸ್ ನ್ಯೂಸ್ — [52, 475, 130, 485]
right-top-photo — [712, 110, 934, 202]
photo-placeholder-icon: ▣ — [195, 628, 209, 639]
photo-placeholder-icon: ▣ — [195, 240, 209, 251]
